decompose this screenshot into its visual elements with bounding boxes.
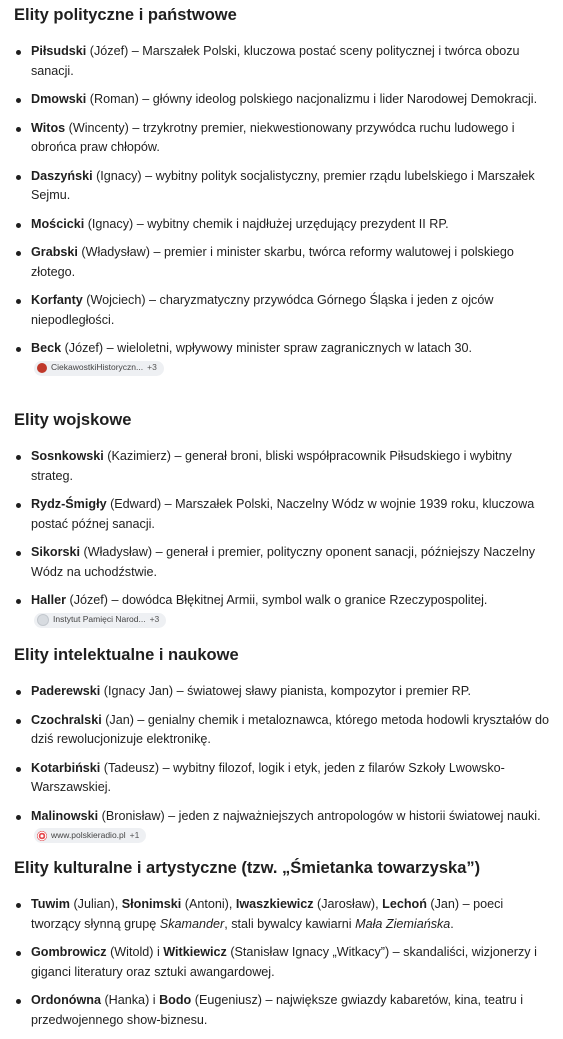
item-text: (Stanisław Ignacy „Witkacy”) – skandaliści, wizjonerzy i giganci literatury oraz sztuki awangardowej. <box>31 945 537 979</box>
item-text: (Jarosław), <box>313 897 383 911</box>
item-text: , stali bywalcy kawiarni <box>224 916 356 931</box>
list-item <box>14 711 549 750</box>
source-chip[interactable] <box>34 828 146 843</box>
list-item <box>14 119 549 158</box>
eagle-icon <box>37 363 47 373</box>
item-text: (Roman) – główny ideolog polskiego nacjonalizmu i lider Narodowej Demokracji. <box>86 92 538 106</box>
section-heading: Elity wojskowe <box>14 411 132 429</box>
item-text: . <box>450 916 454 931</box>
item-text: (Julian), <box>69 897 122 911</box>
item-text: (Ignacy) – wybitny chemik i najdłużej urzędujący prezydent II RP. <box>84 216 449 231</box>
item-text: (Ignacy Jan) – światowej sławy pianista, kompozytor i premier RP. <box>100 684 472 698</box>
item-text: (Józef) – wieloletni, wpływowy minister spraw zagranicznych w latach 30. <box>61 341 472 355</box>
list-item <box>14 339 549 378</box>
person-name: Witos <box>31 120 66 135</box>
section <box>14 645 549 855</box>
list-item <box>14 291 549 330</box>
item-text: (Witold) i <box>106 945 164 959</box>
section-heading: Elity polityczne i państwowe <box>14 6 237 24</box>
list-item <box>14 543 549 582</box>
person-name: Paderewski <box>31 684 101 698</box>
person-name: Ordonówna <box>31 993 101 1007</box>
list-item <box>14 447 549 486</box>
person-name: Korfanty <box>31 293 83 307</box>
person-name: Mościcki <box>31 216 85 231</box>
person-name: Daszyński <box>31 168 93 183</box>
item-text: (Władysław) – generał i premier, polityczny oponent sanacji, późniejszy Naczelny Wódz na uchodźstwie. <box>31 545 535 579</box>
radio-icon <box>37 831 47 841</box>
person-name: Lechoń <box>382 897 427 911</box>
person-name: Tuwim <box>31 897 70 911</box>
list-item <box>14 90 549 110</box>
person-name: Malinowski <box>31 808 99 823</box>
person-name: Czochralski <box>31 712 102 727</box>
source-chip[interactable] <box>34 361 164 376</box>
section-list <box>14 682 549 846</box>
section <box>14 410 549 639</box>
person-name: Piłsudski <box>31 44 87 58</box>
item-text: (Eugeniusz) – największe gwiazdy kabaretów, kina, teatru i przedwojennego show-biznesu. <box>31 993 524 1027</box>
source-chip-label: Instytut Pamięci Narod... <box>53 614 146 625</box>
list-item <box>14 807 549 846</box>
item-text: (Jan) – genialny chemik i metaloznawca, którego metoda hodowli kryształów do dziś rewolucjonizuje elektronikę. <box>31 712 549 746</box>
section-heading: Elity kulturalne i artystyczne (tzw. „Śmietanka towarzyska”) <box>14 859 481 877</box>
person-name: Iwaszkiewicz <box>235 897 314 911</box>
source-chip-count: +1 <box>129 829 140 840</box>
source-chip[interactable] <box>34 613 166 628</box>
person-name: Dmowski <box>31 92 87 106</box>
list-item <box>14 759 549 798</box>
section <box>14 858 549 1039</box>
person-name: Kotarbiński <box>31 760 101 775</box>
source-chip-label: CiekawostkiHistoryczn... <box>51 362 144 373</box>
emphasis-text: Mała Ziemiańska <box>355 916 451 931</box>
source-chip-count: +3 <box>149 614 160 625</box>
section-heading: Elity intelektualne i naukowe <box>14 646 239 664</box>
item-text: (Władysław) – premier i minister skarbu, twórca reformy walutowej i polskiego złotego. <box>31 245 514 279</box>
item-text: (Jan) – poeci tworzący słynną grupę <box>31 897 504 931</box>
person-name: Bodo <box>159 993 192 1007</box>
list-item <box>14 215 549 235</box>
section-list <box>14 895 549 1030</box>
list-item <box>14 895 549 934</box>
person-name: Słonimski <box>121 897 182 911</box>
list-item <box>14 167 549 206</box>
source-chip-count: +3 <box>147 362 157 373</box>
person-name: Grabski <box>31 245 78 259</box>
list-item <box>14 943 549 982</box>
list-item <box>14 42 549 81</box>
item-text: (Bronisław) – jeden z najważniejszych antropologów w historii światowej nauki. <box>98 808 541 823</box>
source-chip-label: www.polskieradio.pl <box>51 829 126 840</box>
section <box>14 5 549 387</box>
section-list <box>14 447 549 630</box>
item-text: (Hanka) i <box>100 993 160 1007</box>
person-name: Haller <box>31 593 67 607</box>
list-item <box>14 682 549 702</box>
person-name: Sosnkowski <box>31 449 104 463</box>
person-name: Sikorski <box>31 545 81 559</box>
list-item <box>14 243 549 282</box>
item-text: (Tadeusz) – wybitny filozof, logik i etyk, jeden z filarów Szkoły Lwowsko-Warszawskiej. <box>31 760 505 794</box>
person-name: Rydz-Śmigły <box>31 497 107 511</box>
list-item <box>14 991 549 1030</box>
item-text: (Józef) – Marszałek Polski, kluczowa postać sceny politycznej i twórca obozu sanacji. <box>31 44 520 78</box>
ipn-icon <box>37 614 49 626</box>
person-name: Gombrowicz <box>31 945 107 959</box>
person-name: Beck <box>31 341 62 355</box>
list-item <box>14 495 549 534</box>
item-text: (Antoni), <box>181 897 236 911</box>
item-text: (Kazimierz) – generał broni, bliski współpracownik Piłsudskiego i wybitny strateg. <box>31 449 512 483</box>
item-text: (Ignacy) – wybitny polityk socjalistyczny, premier rządu lubelskiego i Marszałek Sejmu. <box>31 168 535 202</box>
item-text: (Wincenty) – trzykrotny premier, niekwestionowany przywódca ruchu ludowego i obrońca praw chłopów. <box>31 120 515 154</box>
section-list <box>14 42 549 378</box>
item-text: (Wojciech) – charyzmatyczny przywódca Górnego Śląska i jeden z ojców niepodległości. <box>31 293 494 327</box>
item-text: (Edward) – Marszałek Polski, Naczelny Wódz w wojnie 1939 roku, kluczowa postać późnej sanacji. <box>31 497 535 531</box>
list-item <box>14 591 549 630</box>
person-name: Witkiewicz <box>163 945 227 959</box>
item-text: (Józef) – dowódca Błękitnej Armii, symbol walk o granice Rzeczypospolitej. <box>66 593 488 607</box>
emphasis-text: Skamander <box>159 916 225 931</box>
